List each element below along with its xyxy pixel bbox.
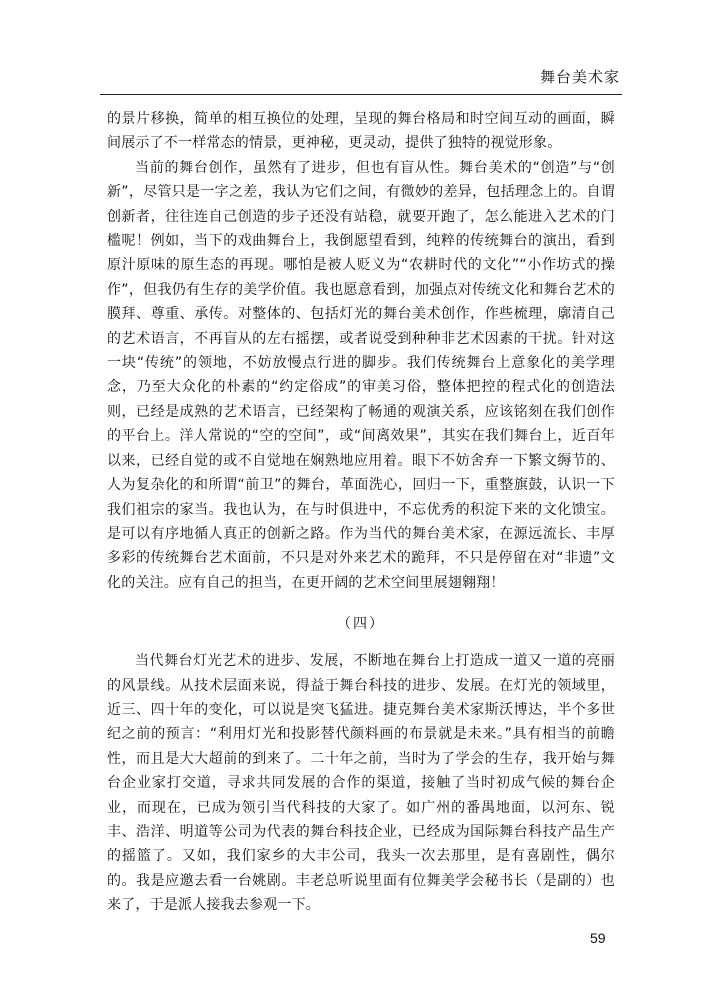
page-body <box>107 107 615 918</box>
running-header <box>100 64 622 95</box>
paragraph-lighting-art: 当代舞台灯光艺术的进步、发展，不断地在舞台上打造成一道又一道的亮丽的风景线。从技术层面来说，得益于舞台科技的进步、发展。在灯光的领域里，近三、四十年的变化，可以说是突飞猛进。捷克舞台美术家斯沃博达，半个多世纪之前的预言：“利用灯光和投影替代颜料画的布景就是未来。”具有相当的前瞻性，而且是大大超前的到来了。二十年之前，当时为了学会的生存，我开始与舞台企业家打交道，寻求共同发展的合作的渠道，接触了当时初成气候的舞台企业，而现在，已成为领引当代科技的大家了。如广州的番禺地面，以河东、锐丰、浩洋、明道等公司为代表的舞台科技企业，已经成为国际舞台科技产品生产的摇篮了。又如，我们家乡的大丰公司，我头一次去那里，是有喜剧性，偶尔的。我是应邀去看一台姚剧。丰老总听说里面有位舞美学会秘书长（是副的）也来了，于是派人接我去参观一下。 <box>107 653 615 914</box>
paragraph-continuation: 的景片移换，简单的相互换位的处理，呈现的舞台格局和时空间互动的画面，瞬间展示了不一样常态的情景，更神秘，更灵动，提供了独特的视觉形象。 <box>107 111 615 152</box>
section-heading: （四） <box>337 616 385 633</box>
page-number: 59 <box>590 930 606 946</box>
paragraph-creation-innovation: 当前的舞台创作，虽然有了进步，但也有盲从性。舞台美术的“创造”与“创新”，尽管只是一字之差，我认为它们之间，有微妙的差异，包括理念上的。自谓创新者，往往连自己创造的步子还没有站稳，就要开跑了，怎么能进入艺术的门槛呢！例如，当下的戏曲舞台上，我倒愿望看到，纯粹的传统舞台的演出，看到原汁原味的原生态的再现。哪怕是被人贬义为“农耕时代的文化”“小作坊式的操作”，但我仍有生存的美学价值。我也愿意看到，加强点对传统文化和舞台艺术的膜拜、尊重、承传。对整体的、包括灯光的舞台美术创作，作些梳理，廓清自己的艺术语言，不再盲从的左右摇摆，或者说受到种种非艺术因素的干扰。针对这一块“传统”的领地，不妨放慢点行进的脚步。我们传统舞台上意象化的美学理念，乃至大众化的朴素的“约定俗成”的审美习俗，整体把控的程式化的创造法则，已经是成熟的艺术语言，已经架构了畅通的观演关系，应该铭刻在我们创作的平台上。洋人常说的“空的空间”，或“间离效果”，其实在我们舞台上，近百年以来，已经自觉的或不自觉地在娴熟地应用着。眼下不妨舍弃一下繁文缛节的、人为复杂化的和所谓“前卫”的舞台，革面洗心，回归一下，重整旗鼓，认识一下我们祖宗的家当。我也认为，在与时俱进中，不忘优秀的积淀下来的文化馈宝。是可以有序地循人真正的创新之路。作为当代的舞台美术家，在源远流长、丰厚多彩的传统舞台艺术面前，不只是对外来艺术的跪拜，不只是停留在对“非遗”文化的关注。应有自己的担当，在更开阔的艺术空间里展翅翱翔！ <box>107 159 615 591</box>
running-header-title: 舞台美术家 <box>539 68 620 86</box>
